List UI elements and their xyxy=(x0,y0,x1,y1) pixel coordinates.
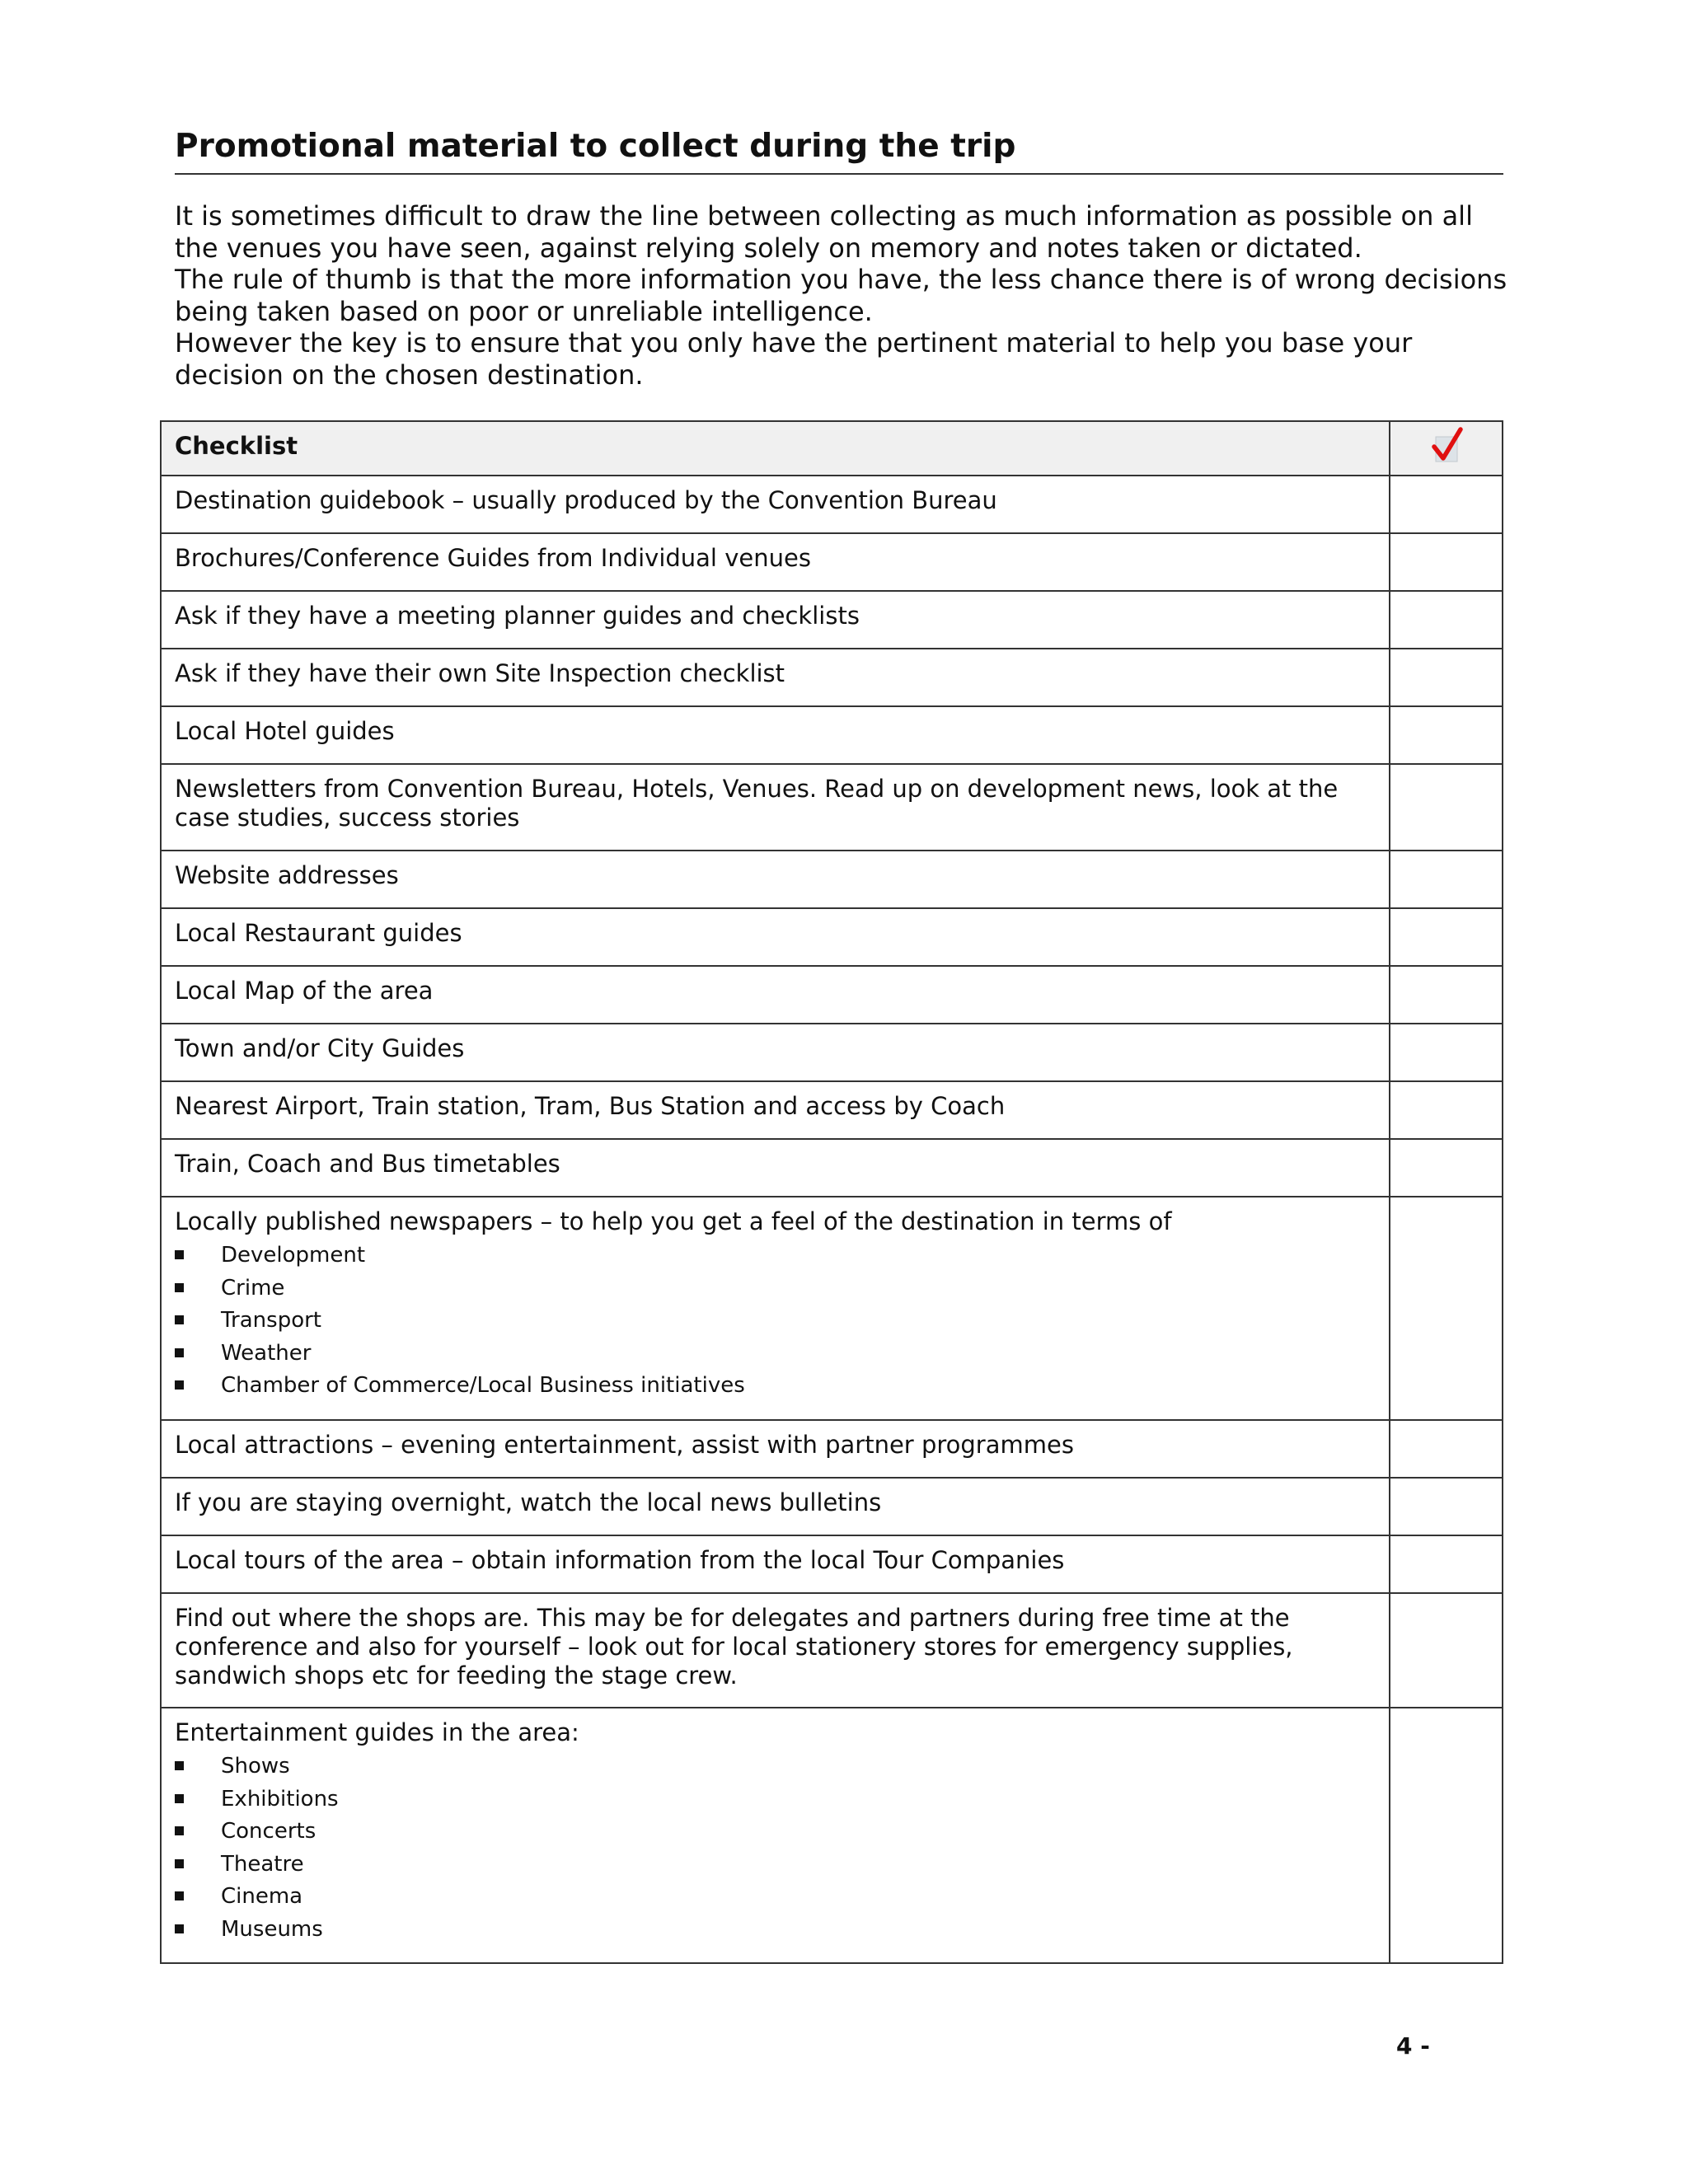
checkbox-cell[interactable] xyxy=(1390,1024,1503,1081)
checklist-row xyxy=(161,966,1503,1024)
checkbox-cell[interactable] xyxy=(1390,966,1503,1024)
checkbox-cell[interactable] xyxy=(1390,764,1503,851)
checkbox-cell[interactable] xyxy=(1390,533,1503,591)
sublist-item: Chamber of Commerce/Local Business initiatives xyxy=(175,1370,1376,1403)
checklist-row xyxy=(161,1478,1503,1535)
checkbox-cell[interactable] xyxy=(1390,851,1503,908)
checklist-row xyxy=(161,1535,1503,1593)
checkbox-cell[interactable] xyxy=(1390,1081,1503,1139)
checkbox-cell[interactable] xyxy=(1390,1197,1503,1420)
checkbox-cell[interactable] xyxy=(1390,1708,1503,1963)
checklist-item xyxy=(161,1197,1390,1420)
checklist-row xyxy=(161,476,1503,533)
checklist-item xyxy=(161,649,1390,706)
sublist-item: Theatre xyxy=(175,1849,1376,1882)
checklist-sublist xyxy=(175,1240,1376,1403)
checklist-row xyxy=(161,1081,1503,1139)
checkmark-icon xyxy=(1430,427,1463,465)
checklist-item xyxy=(161,966,1390,1024)
checklist-item-text: Local Restaurant guides xyxy=(175,919,462,947)
intro-text xyxy=(175,200,1518,391)
page-title: Promotional material to collect during the trip xyxy=(175,124,1503,175)
checklist-item xyxy=(161,476,1390,533)
checkbox-cell[interactable] xyxy=(1390,1478,1503,1535)
sublist-item: Weather xyxy=(175,1338,1376,1371)
checklist-row xyxy=(161,1024,1503,1081)
checklist-row xyxy=(161,1708,1503,1963)
checklist-item-text: Local Map of the area xyxy=(175,977,434,1005)
checklist-row xyxy=(161,1420,1503,1478)
checklist-item xyxy=(161,1420,1390,1478)
sublist-item: Exhibitions xyxy=(175,1783,1376,1816)
checklist-row xyxy=(161,764,1503,851)
checklist-item xyxy=(161,851,1390,908)
sublist-item: Concerts xyxy=(175,1816,1376,1849)
checklist-item xyxy=(161,1593,1390,1708)
checklist-row xyxy=(161,533,1503,591)
sublist-item: Shows xyxy=(175,1750,1376,1783)
page-number: 4 - xyxy=(1396,2032,1430,2060)
checklist-item xyxy=(161,533,1390,591)
checklist-item-text: Local Hotel guides xyxy=(175,717,395,745)
intro-paragraph: However the key is to ensure that you only have the pertinent material to help you base your decision on the chosen destination. xyxy=(175,327,1413,391)
sublist-item: Museums xyxy=(175,1914,1376,1947)
checklist-table xyxy=(160,420,1503,1964)
intro-paragraph: It is sometimes difficult to draw the line between collecting as much information as possible on all the venues you have seen, against relying solely on memory and notes taken or dictated. xyxy=(175,200,1473,264)
checklist-item-text: Brochures/Conference Guides from Individual venues xyxy=(175,544,811,572)
checklist-item-text: Entertainment guides in the area: xyxy=(175,1718,579,1746)
checklist-header-row xyxy=(161,421,1503,476)
sublist-item: Crime xyxy=(175,1272,1376,1305)
checklist-item-text: Local tours of the area – obtain information from the local Tour Companies xyxy=(175,1546,1065,1574)
checklist-item-text: Find out where the shops are. This may be for delegates and partners during free time at the conference and also for yourself – look out for local stationery stores for emergency supplies, sandwich shops etc for feeding the stage crew. xyxy=(175,1604,1293,1690)
checkbox-cell[interactable] xyxy=(1390,1593,1503,1708)
checklist-row xyxy=(161,649,1503,706)
intro-paragraph: The rule of thumb is that the more information you have, the less chance there is of wrong decisions being taken based on poor or unreliable intelligence. xyxy=(175,264,1507,327)
checklist-item-text: Website addresses xyxy=(175,861,399,889)
checklist-item-text: Destination guidebook – usually produced by the Convention Bureau xyxy=(175,486,997,514)
check-column-header xyxy=(1390,421,1503,476)
checklist-item-text: If you are staying overnight, watch the local news bulletins xyxy=(175,1488,882,1516)
checklist-item xyxy=(161,1535,1390,1593)
checklist-row xyxy=(161,1139,1503,1197)
checkbox-cell[interactable] xyxy=(1390,476,1503,533)
checklist-item-text: Ask if they have a meeting planner guides and checklists xyxy=(175,602,860,630)
checklist-item-text: Locally published newspapers – to help you get a feel of the destination in terms of xyxy=(175,1207,1172,1235)
checklist-item-text: Ask if they have their own Site Inspection checklist xyxy=(175,659,785,687)
checklist-row xyxy=(161,908,1503,966)
checklist-item xyxy=(161,764,1390,851)
checklist-item xyxy=(161,1081,1390,1139)
checkbox-cell[interactable] xyxy=(1390,908,1503,966)
checklist-header: Checklist xyxy=(161,421,1390,476)
checklist-row xyxy=(161,1593,1503,1708)
sublist-item: Development xyxy=(175,1240,1376,1272)
checkbox-cell[interactable] xyxy=(1390,591,1503,649)
checkbox-cell[interactable] xyxy=(1390,706,1503,764)
checkbox-cell[interactable] xyxy=(1390,1139,1503,1197)
sublist-item: Transport xyxy=(175,1305,1376,1338)
checklist-sublist xyxy=(175,1750,1376,1946)
checklist-row xyxy=(161,851,1503,908)
checklist-item-text: Nearest Airport, Train station, Tram, Bus Station and access by Coach xyxy=(175,1092,1006,1120)
checklist-item xyxy=(161,706,1390,764)
checkbox-cell[interactable] xyxy=(1390,1420,1503,1478)
checkbox-cell[interactable] xyxy=(1390,649,1503,706)
checklist-row xyxy=(161,1197,1503,1420)
sublist-item: Cinema xyxy=(175,1881,1376,1914)
checklist-item xyxy=(161,1139,1390,1197)
checklist-row xyxy=(161,591,1503,649)
checkbox-cell[interactable] xyxy=(1390,1535,1503,1593)
checklist-item xyxy=(161,908,1390,966)
checklist-item-text: Town and/or City Guides xyxy=(175,1034,465,1062)
checklist-row xyxy=(161,706,1503,764)
checklist-item xyxy=(161,591,1390,649)
checklist-item xyxy=(161,1024,1390,1081)
checklist-item-text: Train, Coach and Bus timetables xyxy=(175,1150,560,1178)
checklist-item xyxy=(161,1708,1390,1963)
checklist-item-text: Local attractions – evening entertainment, assist with partner programmes xyxy=(175,1431,1074,1459)
checklist-body xyxy=(161,476,1503,1963)
checklist-item-text: Newsletters from Convention Bureau, Hotels, Venues. Read up on development news, look at the case studies, success stories xyxy=(175,775,1339,832)
checklist-item xyxy=(161,1478,1390,1535)
